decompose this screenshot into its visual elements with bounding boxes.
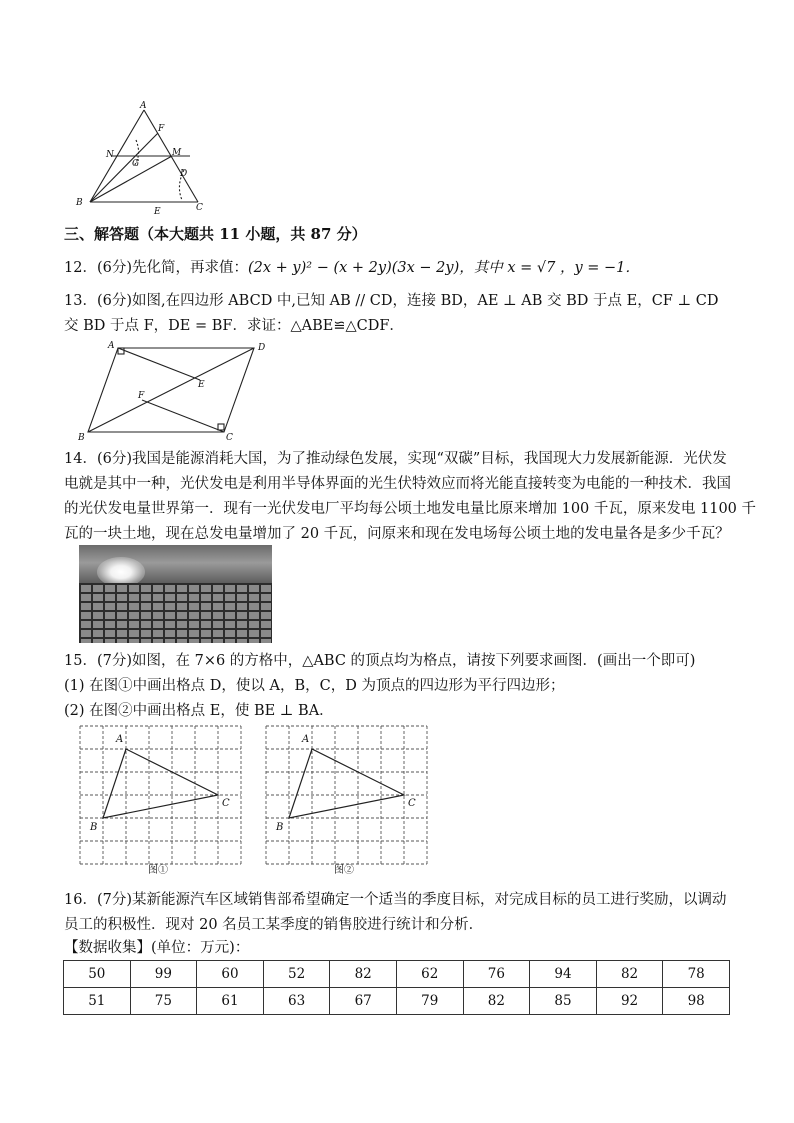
q14-line1: 14．(6分)我国是能源消耗大国，为了推动绿色发展，实现“双碳”目标，我国现大力发展新能源．光伏发 — [64, 451, 727, 467]
table-cell: 51 — [64, 988, 131, 1015]
table-row — [64, 988, 730, 1015]
q14-line3: 的光伏发电量世界第一．现有一光伏发电厂平均每公顷土地发电量比原来增加 100 千瓦，原来发电 1100 千 — [64, 501, 757, 517]
label-C: C — [196, 203, 203, 213]
table-cell: 76 — [463, 961, 530, 988]
label-E: E — [154, 207, 161, 217]
q12-text — [64, 258, 640, 278]
table-row — [64, 961, 730, 988]
table-cell: 94 — [530, 961, 597, 988]
section-title: 三、解答题（本大题共 11 小题，共 87 分） — [64, 225, 367, 243]
quadrilateral-figure — [78, 338, 273, 442]
table-cell: 62 — [396, 961, 463, 988]
q16-line3: 【数据收集】(单位：万元)： — [64, 940, 250, 956]
grid-figure-1 — [78, 724, 243, 874]
label-B: B — [276, 822, 284, 833]
fig2-caption: 图② — [334, 865, 354, 874]
table-cell: 79 — [396, 988, 463, 1015]
label-B: B — [76, 198, 83, 208]
label-C: C — [222, 798, 230, 809]
table-cell: 52 — [263, 961, 330, 988]
label-A: A — [302, 734, 310, 745]
solar-panels — [79, 583, 272, 643]
q13-line2: 交 BD 于点 F，DE = BF．求证：△ABE≌△CDF． — [64, 318, 404, 334]
sales-data-table — [63, 960, 730, 1015]
table-cell: 82 — [330, 961, 397, 988]
label-B: B — [90, 822, 98, 833]
table-cell: 82 — [596, 961, 663, 988]
fig1-caption: 图① — [148, 865, 168, 874]
label-D: D — [180, 169, 188, 179]
q12-expression: (2x + y)² − (x + 2y)(3x − 2y)，其中 x = √7 ，y = −1． — [248, 260, 640, 276]
table-cell: 85 — [530, 988, 597, 1015]
solar-panel-photo — [79, 545, 272, 643]
table-cell: 67 — [330, 988, 397, 1015]
table-cell: 63 — [263, 988, 330, 1015]
label-E: E — [198, 380, 205, 390]
label-G: G — [132, 159, 140, 169]
q15-line3: (2) 在图②中画出格点 E，使 BE ⊥ BA． — [64, 703, 334, 719]
table-cell: 60 — [197, 961, 264, 988]
table-cell: 61 — [197, 988, 264, 1015]
label-A: A — [140, 101, 147, 111]
label-M: M — [172, 148, 182, 158]
label-C: C — [408, 798, 416, 809]
table-cell: 78 — [663, 961, 730, 988]
table-cell: 75 — [130, 988, 197, 1015]
label-A: A — [116, 734, 124, 745]
table-cell: 50 — [64, 961, 131, 988]
q13-line1: 13．(6分)如图,在四边形 ABCD 中,已知 AB // CD，连接 BD，AE ⊥ AB 交 BD 于点 E，CF ⊥ CD — [64, 293, 719, 309]
label-F: F — [138, 391, 145, 401]
label-A: A — [108, 341, 115, 351]
q15-line1: 15．(7分)如图，在 7×6 的方格中，△ABC 的顶点均为格点，请按下列要求画图．(画出一个即可) — [64, 653, 696, 669]
label-B: B — [78, 433, 85, 442]
table-cell: 99 — [130, 961, 197, 988]
q16-line2: 员工的积极性．现对 20 名员工某季度的销售胶进行统计和分析． — [64, 917, 484, 933]
label-D: D — [258, 343, 266, 353]
q15-line2: (1) 在图①中画出格点 D，使以 A，B，C，D 为顶点的四边形为平行四边形； — [64, 678, 565, 694]
q14-line2: 电就是其中一种，光伏发电是利用半导体界面的光生伏特效应而将光能直接转变为电能的一种技术．我国 — [64, 476, 731, 492]
table-cell: 98 — [663, 988, 730, 1015]
label-N: N — [106, 150, 114, 160]
table-cell: 82 — [463, 988, 530, 1015]
q14-line4: 瓦的一块土地，现在总发电量增加了 20 千瓦，问原来和现在发电场每公顷土地的发电量各是多少千瓦？ — [64, 526, 730, 542]
table-cell: 92 — [596, 988, 663, 1015]
grid-figure-2 — [264, 724, 429, 874]
label-C: C — [226, 433, 233, 442]
triangle-figure — [70, 100, 210, 220]
label-F: F — [158, 124, 165, 134]
q16-line1: 16．(7分)某新能源汽车区域销售部希望确定一个适当的季度目标，对完成目标的员工进行奖励，以调动 — [64, 892, 727, 908]
q12-number: 12．(6分)先化简，再求值： — [64, 260, 248, 276]
